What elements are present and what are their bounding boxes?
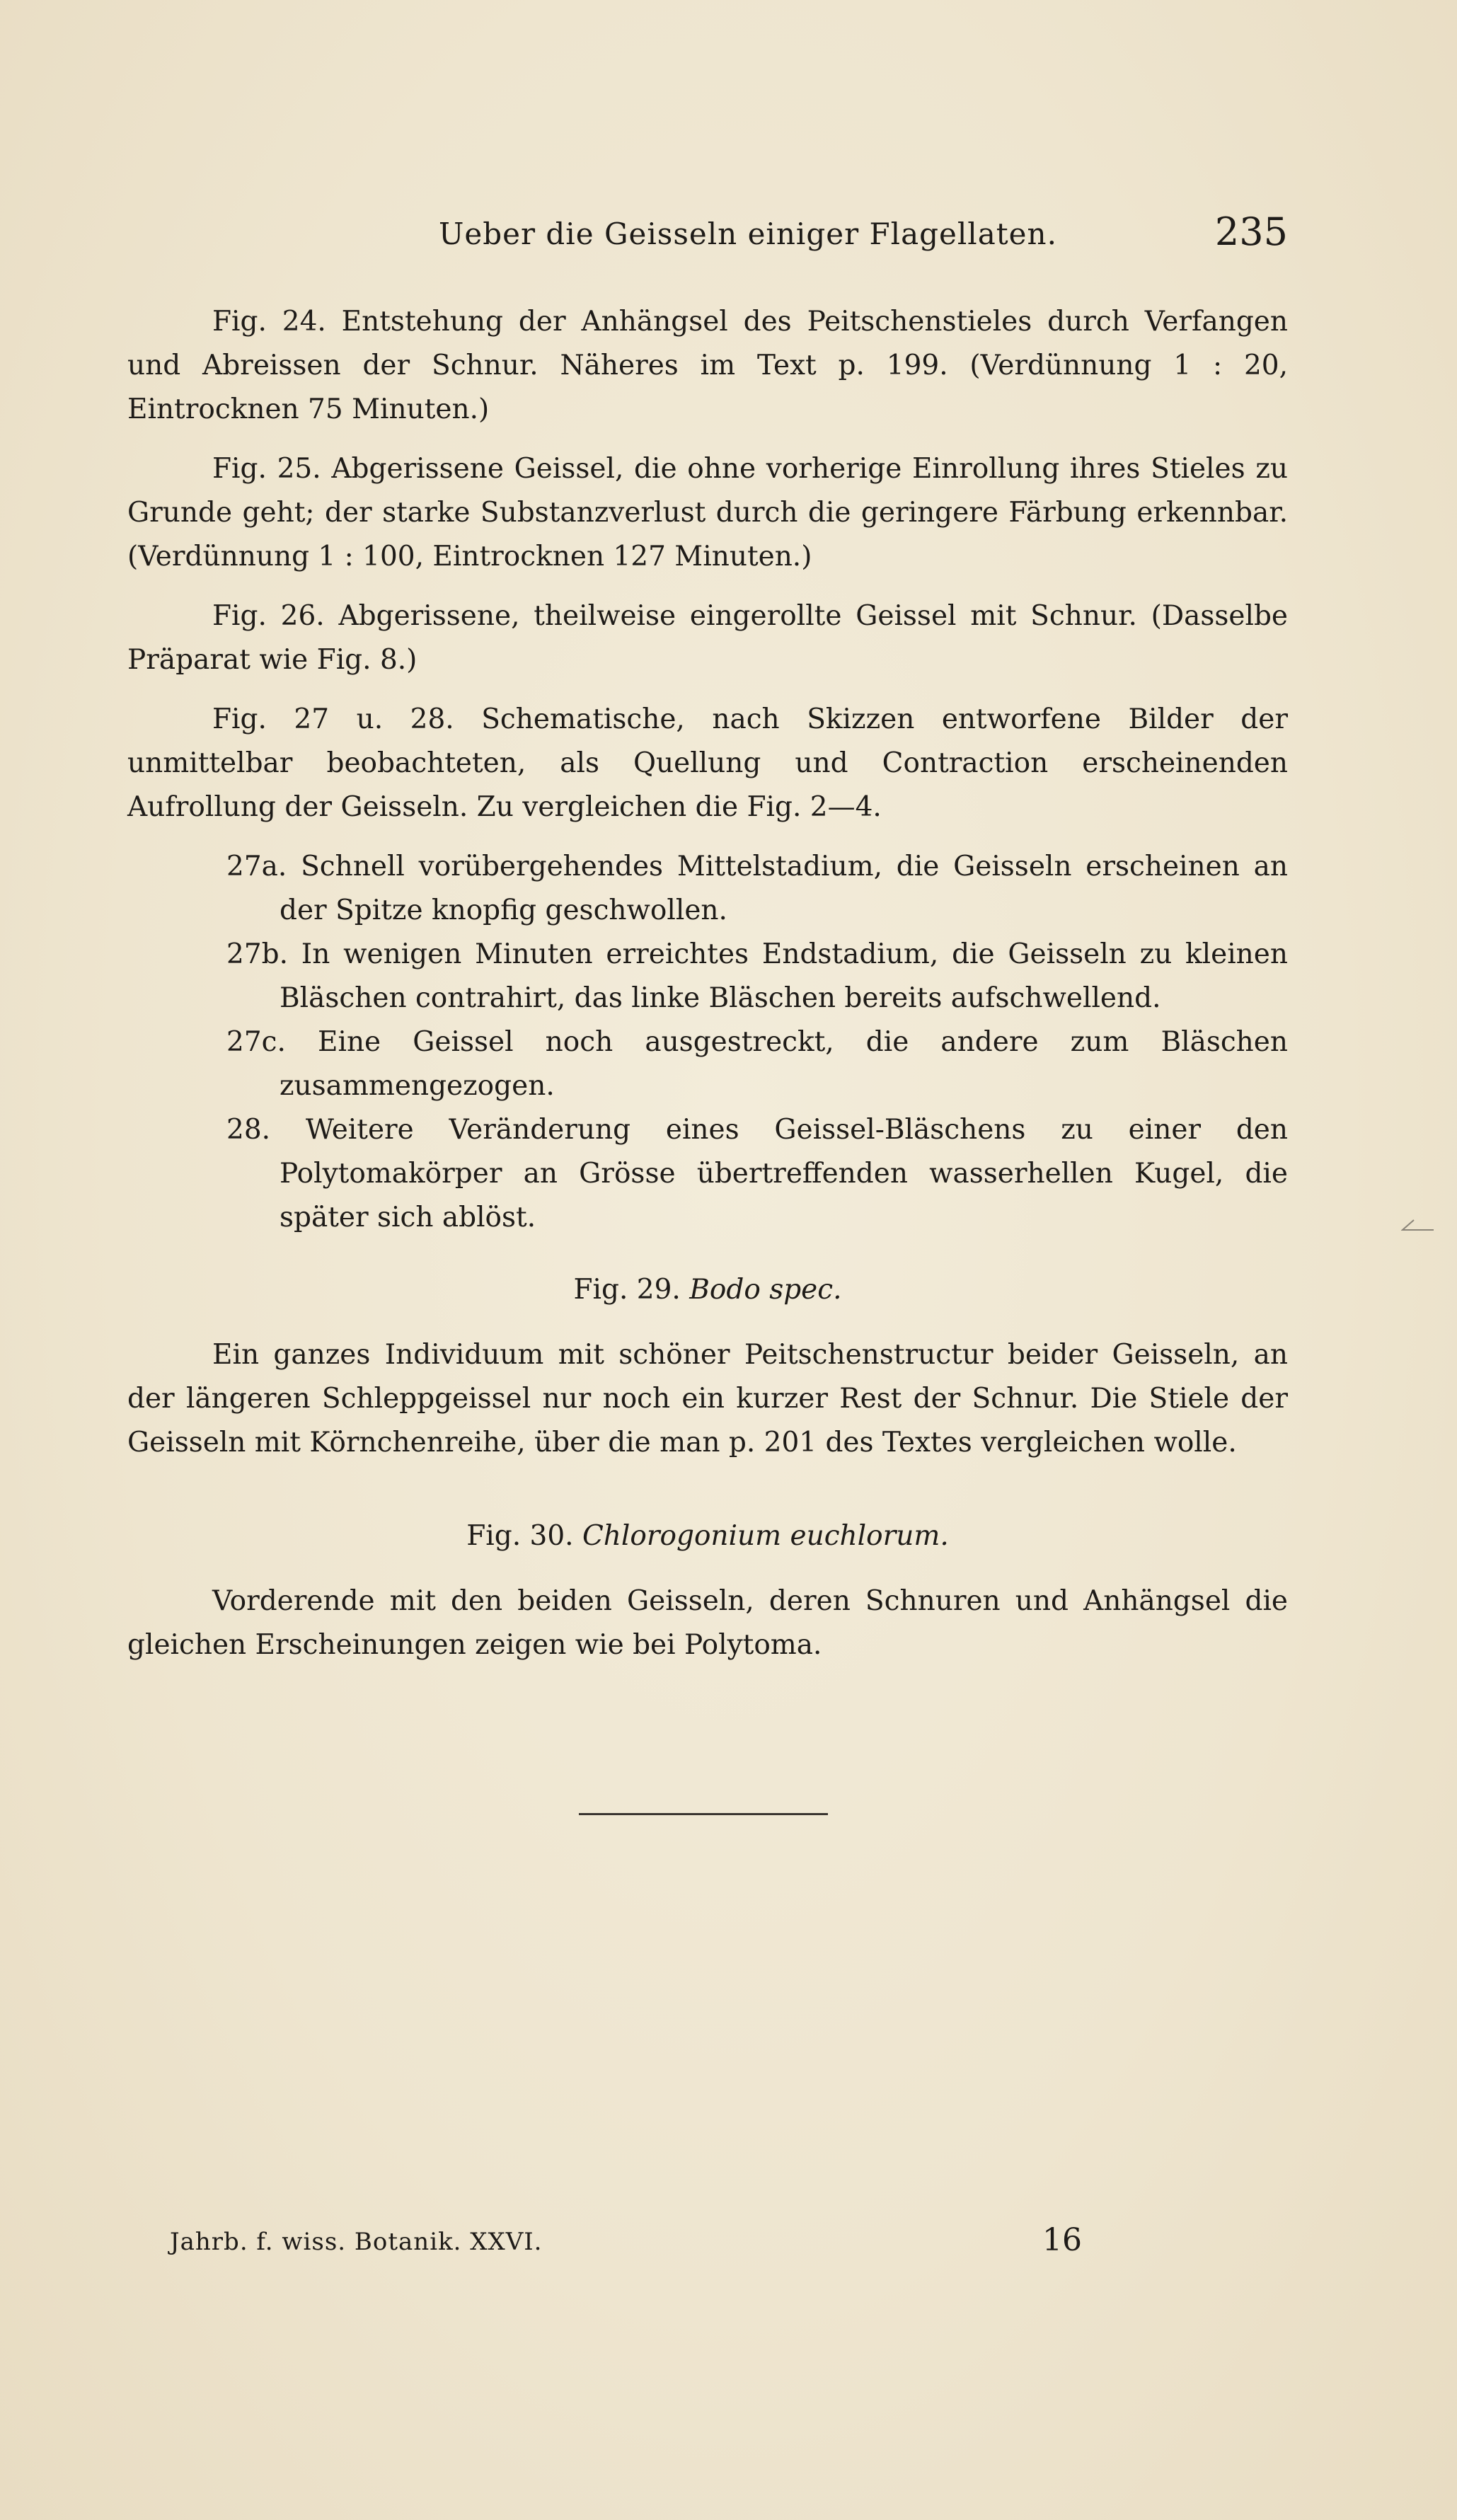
caption-species: Bodo spec. (689, 1274, 842, 1306)
subitem-number: 27a. (226, 851, 287, 882)
subitem-27c (127, 1020, 1288, 1108)
caption-species: Chlorogonium euchlorum. (582, 1520, 949, 1552)
journal-footer: Jahrb. f. wiss. Botanik. XXVI. (170, 2228, 543, 2256)
running-title: Ueber die Geisseln einiger Flagellaten. (439, 217, 1057, 251)
caption-fig-30 (127, 1514, 1288, 1558)
paragraph-fig-25: Fig. 25. Abgerissene Geissel, die ohne vorherige Einrollung ihres Stieles zu Grunde geht; der starke Substanzverlust durch die geringere Färbung erkennbar. (Verdünnung 1 : 100, Eintrocknen 127 Minuten.) (127, 453, 1288, 573)
subitem-text: Schnell vorübergehendes Mittelstadium, die Geisseln erscheinen an der Spitze knopfig geschwollen. (280, 851, 1288, 926)
paragraph-fig-24: Fig. 24. Entstehung der Anhängsel des Peitschenstieles durch Verfangen und Abreissen der Schnur. Näheres im Text p. 199. (Verdünnung 1 : 20, Eintrocknen 75 Minuten.) (127, 306, 1288, 425)
paragraph-fig-30: Vorderende mit den beiden Geisseln, deren Schnuren und Anhängsel die gleichen Erscheinungen zeigen wie bei Polytoma. (127, 1585, 1288, 1661)
paragraph-fig-29: Ein ganzes Individuum mit schöner Peitschenstructur beider Geisseln, an der längeren Schleppgeissel nur noch ein kurzer Rest der Schnur. Die Stiele der Geisseln mit Körnchenreihe, über die man p. 201 des Textes vergleichen wolle. (127, 1339, 1288, 1459)
subitem-27a (127, 845, 1288, 933)
caption-prefix: Fig. 30. (466, 1520, 574, 1552)
paragraph-fig-27: Fig. 27 u. 28. Schematische, nach Skizzen entworfene Bilder der unmittelbar beobachteten, als Quellung und Contraction erscheinenden Aufrollung der Geisseln. Zu vergleichen die Fig. 2—4. (127, 703, 1288, 823)
subitem-number: 27c. (226, 1026, 286, 1058)
subitem-text: Weitere Veränderung eines Geissel-Bläschens zu einer den Polytomakörper an Grösse übertreffenden wasserhellen Kugel, die später sich ablöst. (280, 1114, 1288, 1233)
subitem-28 (127, 1108, 1288, 1240)
subitem-number: 27b. (226, 938, 288, 970)
subitem-text: Eine Geissel noch ausgestreckt, die andere zum Bläschen zusammengezogen. (280, 1026, 1288, 1102)
caption-prefix: Fig. 29. (573, 1274, 681, 1306)
section-divider (579, 1813, 828, 1815)
signature-number: 16 (1042, 2222, 1082, 2258)
subitem-number: 28. (226, 1114, 271, 1146)
margin-pencil-mark (1401, 1219, 1435, 1233)
page-header (127, 209, 1288, 266)
body-text (127, 300, 1288, 1683)
subitem-text: In wenigen Minuten erreichtes Endstadium, die Geisseln zu kleinen Bläschen contrahirt, das linke Bläschen bereits aufschwellend. (280, 938, 1288, 1014)
caption-fig-29 (127, 1268, 1288, 1312)
page-number: 235 (1214, 209, 1288, 254)
paragraph-fig-26: Fig. 26. Abgerissene, theilweise eingerollte Geissel mit Schnur. (Dasselbe Präparat wie Fig. 8.) (127, 600, 1288, 676)
subitem-27b (127, 933, 1288, 1020)
